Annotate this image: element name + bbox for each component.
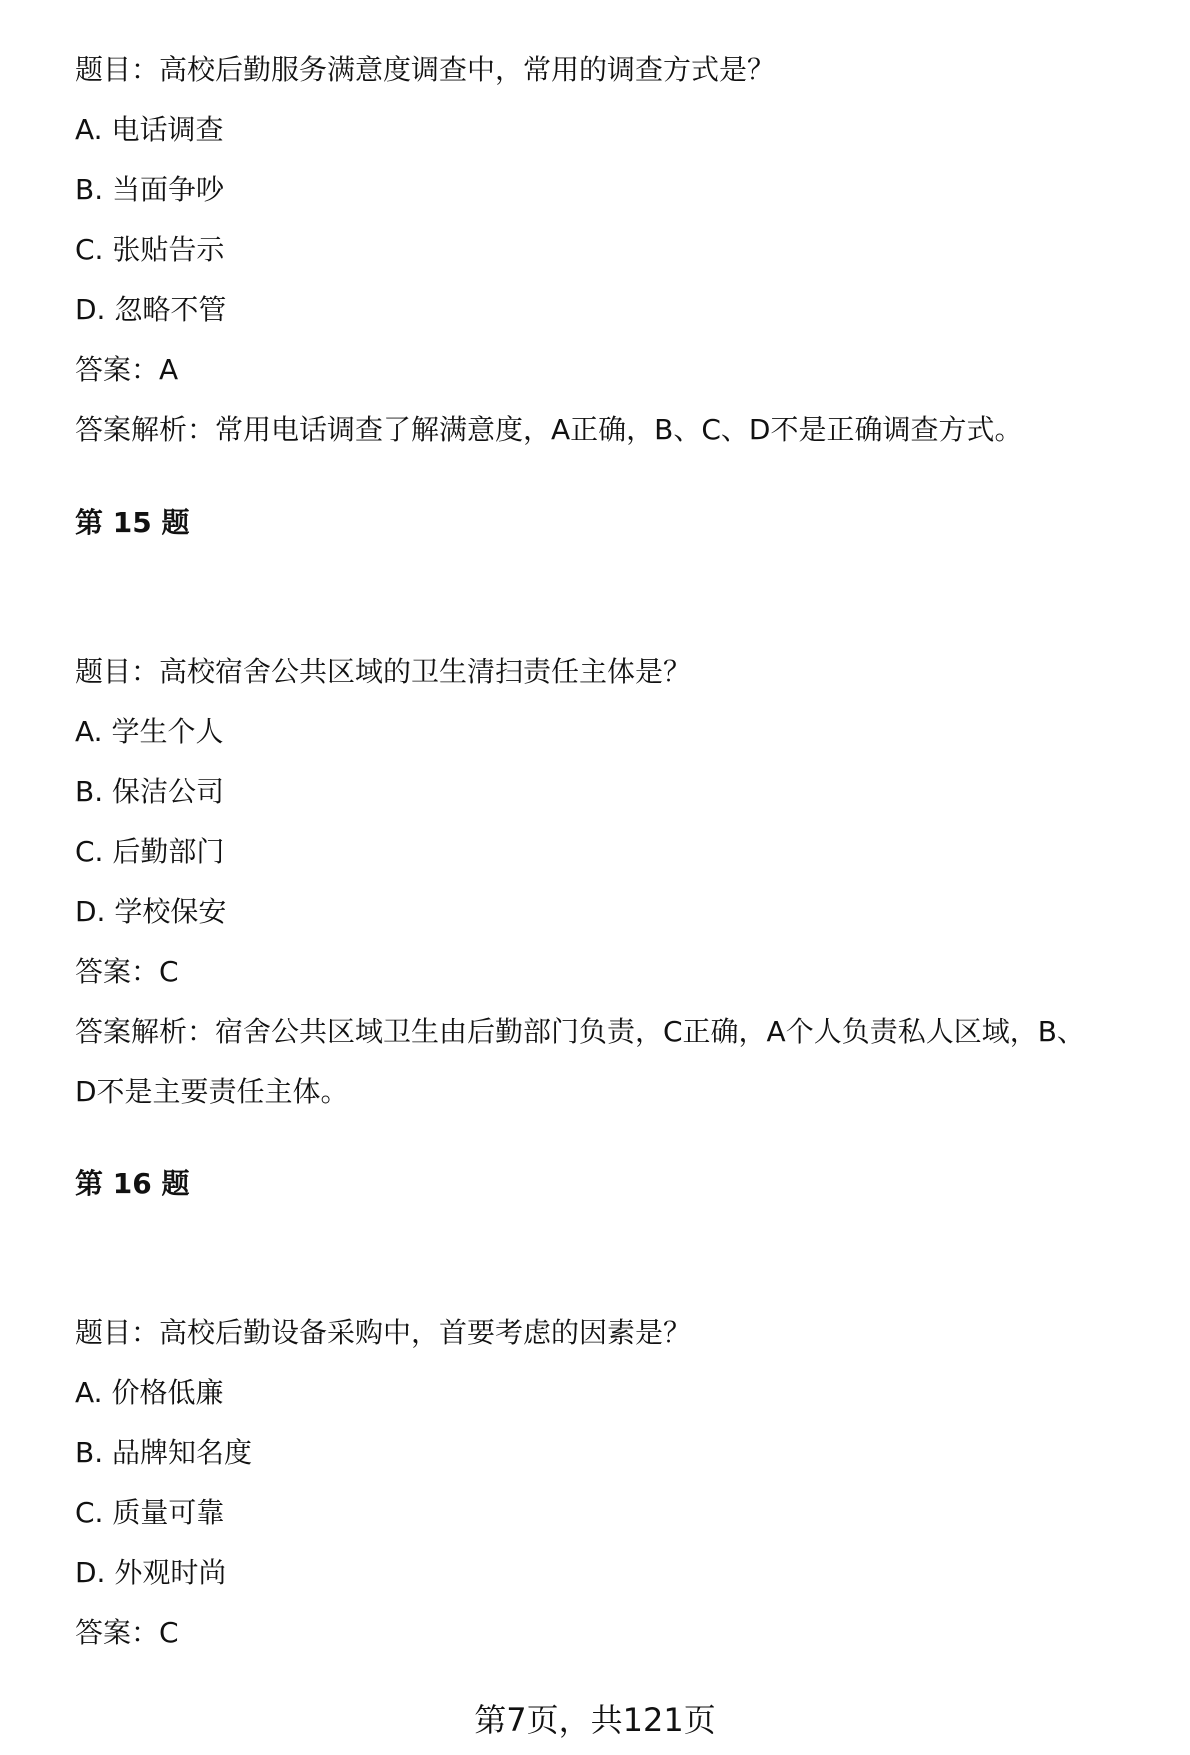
option-d: D. 外观时尚: [75, 1556, 227, 1589]
question-heading: 第 15 题: [75, 506, 190, 539]
option-a: A. 电话调查: [75, 113, 224, 146]
question-text: 题目：高校宿舍公共区域的卫生清扫责任主体是？: [75, 655, 692, 688]
option-a: A. 学生个人: [75, 715, 224, 748]
option-b: B. 当面争吵: [75, 173, 225, 206]
option-c: C. 后勤部门: [75, 835, 225, 868]
answer-explanation: 答案解析：常用电话调查了解满意度，A正确，B、C、D不是正确调查方式。: [75, 413, 1023, 446]
answer-explanation: 答案解析：宿舍公共区域卫生由后勤部门负责，C正确，A个人负责私人区域，B、: [75, 1015, 1085, 1048]
question-text: 题目：高校后勤设备采购中，首要考虑的因素是？: [75, 1316, 692, 1349]
option-d: D. 学校保安: [75, 895, 227, 928]
answer-explanation-continued: D不是主要责任主体。: [75, 1075, 349, 1108]
page-number: 第7页，共121页: [474, 1701, 716, 1739]
option-c: C. 张贴告示: [75, 233, 225, 266]
option-a: A. 价格低廉: [75, 1376, 224, 1409]
option-b: B. 品牌知名度: [75, 1436, 253, 1469]
option-c: C. 质量可靠: [75, 1496, 225, 1529]
question-text: 题目：高校后勤服务满意度调查中，常用的调查方式是？: [75, 53, 776, 86]
answer: 答案：C: [75, 1616, 179, 1649]
answer: 答案：A: [75, 353, 179, 386]
option-b: B. 保洁公司: [75, 775, 225, 808]
answer: 答案：C: [75, 955, 179, 988]
option-d: D. 忽略不管: [75, 293, 227, 326]
question-heading: 第 16 题: [75, 1167, 190, 1200]
